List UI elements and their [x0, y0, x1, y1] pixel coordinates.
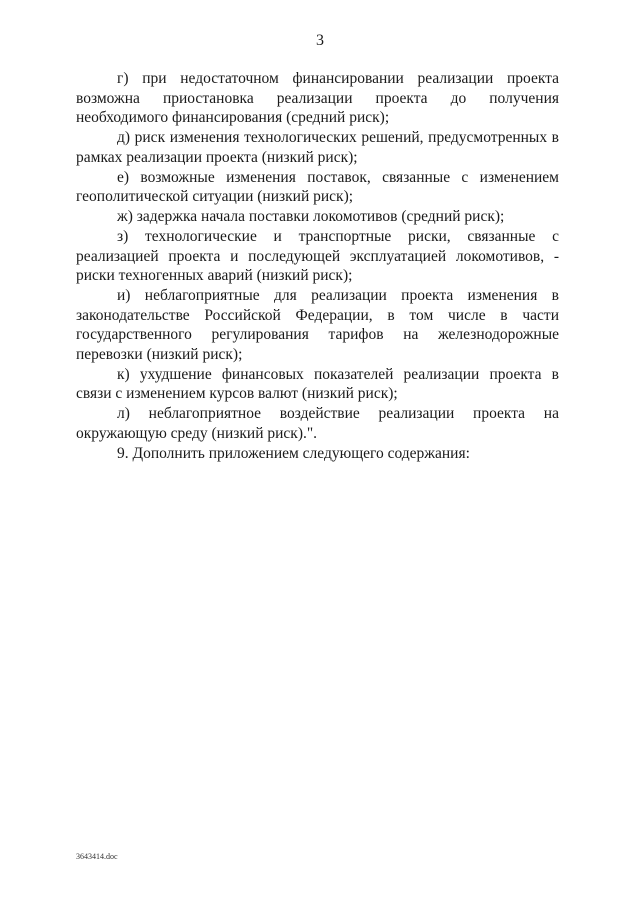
paragraph-z: з) технологические и транспортные риски, связанные с реализацией проекта и последующей эксплуатацией локомотивов, - риски техногенных аварий (низкий риск);: [76, 228, 559, 284]
paragraph-g: г) при недостаточном финансировании реализации проекта возможна приостановка реализации проекта до получения необходимого финансирования (средний риск);: [76, 70, 559, 126]
page-number: 3: [316, 32, 324, 49]
paragraph-d: д) риск изменения технологических решений, предусмотренных в рамках реализации проекта (низкий риск);: [76, 129, 559, 166]
paragraph-l: л) неблагоприятное воздействие реализации проекта на окружающую среду (низкий риск).".: [76, 405, 559, 442]
paragraph-i: и) неблагоприятные для реализации проекта изменения в законодательстве Российской Федерации, в том числе в части государственного регулирования тарифов на железнодорожные перевозки (низкий риск);: [76, 287, 559, 363]
paragraph-zh: ж) задержка начала поставки локомотивов (средний риск);: [117, 208, 505, 225]
paragraph-k: к) ухудшение финансовых показателей реализации проекта в связи с изменением курсов валют (низкий риск);: [76, 365, 559, 402]
paragraph-9: 9. Дополнить приложением следующего содержания:: [117, 444, 470, 462]
footer-doc-code: 3643414.doc: [76, 852, 118, 861]
paragraph-e: е) возможные изменения поставок, связанные с изменением геополитической ситуации (низкий риск);: [76, 168, 559, 205]
document-body: [76, 69, 559, 464]
